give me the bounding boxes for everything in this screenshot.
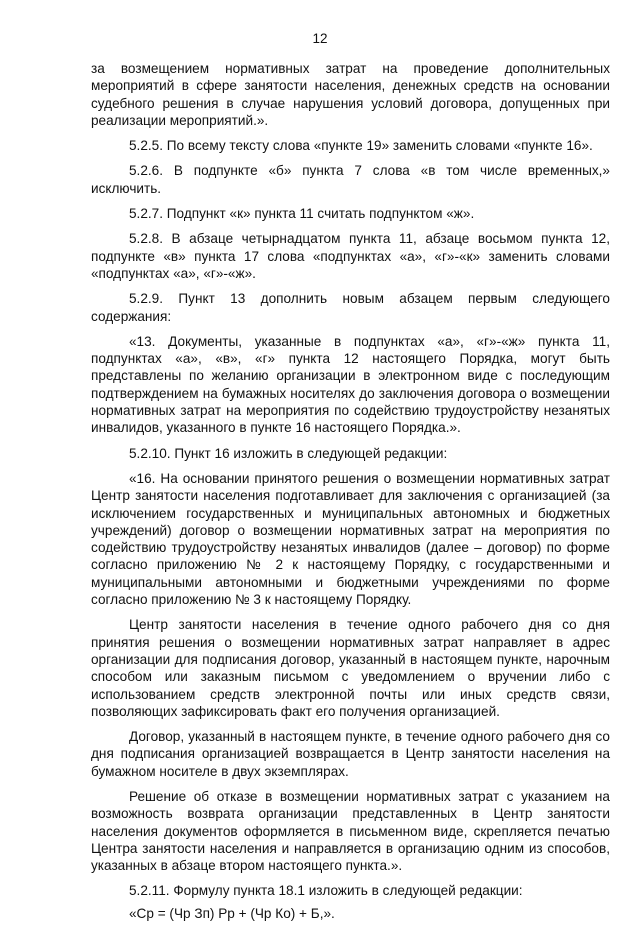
paragraph-5-2-6: 5.2.6. В подпункте «б» пункта 7 слова «в том числе временных,» исключить. — [91, 163, 610, 196]
paragraph-point-13: «13. Документы, указанные в подпунктах «а», «г»-«ж» пункта 11, подпунктах «а», «в», «г» пункта 12 настоящего Порядка, могут быть представлены по желанию организации в электронном виде с последующим подтверждением на бумажных носителях до заключения договора о возмещении нормативных затрат на мероприятия по содействию трудоустройству незанятых инвалидов, указанного в пункте 16 настоящего Порядка.». — [91, 333, 610, 436]
paragraph-5-2-9: 5.2.9. Пункт 13 дополнить новым абзацем первым следующего содержания: — [91, 291, 610, 324]
paragraph-5-2-5: 5.2.5. По всему тексту слова «пункте 19» заменить словами «пункте 16». — [129, 138, 593, 154]
paragraph-5-2-8: 5.2.8. В абзаце четырнадцатом пункта 11, абзаце восьмом пункта 12, подпункте «в» пункта 17 слова «подпунктах «а», «г»-«к» заменить словами «подпунктах «а», «г»-«ж». — [91, 231, 610, 281]
paragraph-5-2-10: 5.2.10. Пункт 16 изложить в следующей редакции: — [129, 445, 448, 461]
paragraph-5-2-11: 5.2.11. Формулу пункта 18.1 изложить в следующей редакции: — [129, 883, 523, 899]
document-body — [91, 60, 610, 930]
paragraph-contract-return: Договор, указанный в настоящем пункте, в течение одного рабочего дня со дня подписания организацией возвращается в Центр занятости населения на бумажном носителе в двух экземплярах. — [91, 729, 610, 779]
paragraph-point-16: «16. На основании принятого решения о возмещении нормативных затрат Центр занятости населения подготавливает для заключения с организацией (за исключением государственных и муниципальных автономных и бюджетных учреждений) договор о возмещении нормативных затрат на мероприятия по содействию трудоустройству незанятых инвалидов (далее – договор) по форме согласно приложению № 2 к настоящему Порядку, с государственными и муниципальными автономными и бюджетными учреждениями по форме согласно приложению № 3 к настоящему Порядку. — [91, 470, 610, 608]
paragraph-formula: «Ср = (Чр Зп) Рр + (Чр Ко) + Б,». — [129, 905, 335, 921]
paragraph-employment-center-procedure: Центр занятости населения в течение одного рабочего дня со дня принятия решения о возмещении нормативных затрат направляет в адрес организации для подписания договор, указанный в настоящем пункте, нарочным способом или заказным письмом с уведомлением о вручении либо с использованием средств электронной почты или иных средств связи, позволяющих зафиксировать факт его получения организацией. — [91, 617, 610, 719]
paragraph-5-2-7: 5.2.7. Подпункт «к» пункта 11 считать подпунктом «ж». — [129, 206, 475, 222]
paragraph-continuation: за возмещением нормативных затрат на проведение дополнительных мероприятий в сфере занятости населения, денежных средств на основании судебного решения в случае нарушения условий договора, допущенных при реализации мероприятий.». — [91, 61, 610, 128]
page-number: 12 — [312, 31, 328, 46]
paragraph-refusal-decision: Решение об отказе в возмещении нормативных затрат с указанием на возможность возврата организации представленных в Центр занятости населения документов оформляется в письменном виде, скрепляется печатью Центра занятости населения и направляется в организацию одним из способов, указанных в абзаце втором настоящего пункта.». — [91, 788, 610, 874]
